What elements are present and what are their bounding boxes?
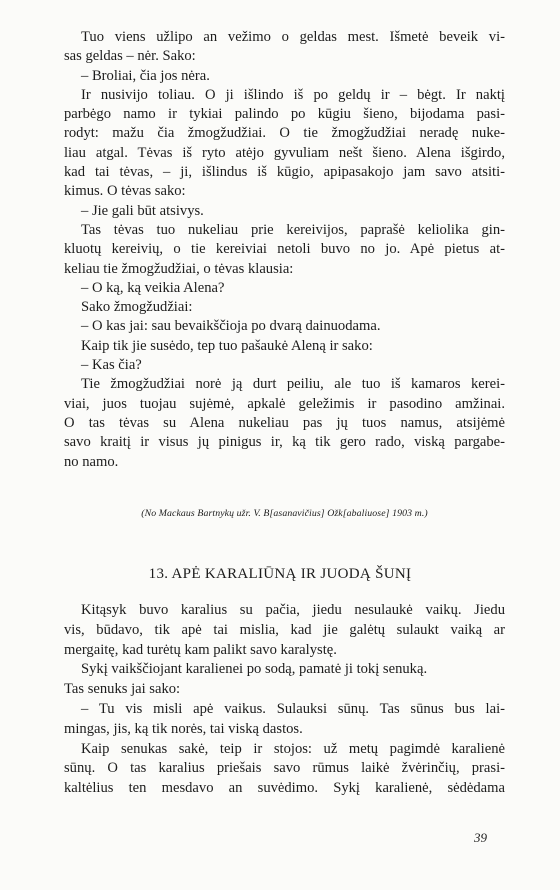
text-line: Tas senuks jai sako: [64,681,181,698]
text-line: – Kas čia? [81,357,142,374]
text-line: parbėgo namo ir tykiai palindo po kūgiu šieno, bijodama pasi- [64,106,505,123]
text-line: Kaip senukas sakė, teip ir stojos: už metų pagimdė karalienė [81,740,505,757]
text-line: mergaitę, kad turėtų kam palikt savo karalystę. [64,641,337,658]
text-line: – O ką, ką veikia Alena? [81,279,225,296]
page-number: 39 [474,830,487,845]
text-line: – Tu vis misli apė vaikus. Sulauksi sūnų. Tas sūnus bus lai- [81,700,505,717]
text-line: liau atgal. Tėvas iš ryto atėjo gyvuliam nešt šieno. Alena išgirdo, [64,144,505,161]
text-line: kaltėlius ten mesdavo an suvėdimo. Sykį karalienė, sėdėdama [64,780,505,797]
text-line: – O kas jai: sau bevaikščioja po dvarą dainuodama. [81,318,381,335]
text-line: Kaip tik jie susėdo, tep tuo pašaukė Aleną ir sako: [81,337,373,354]
text-line: kimus. O tėvas sako: [64,183,186,200]
text-line: Ir nusivijo toliau. O ji išlindo iš po geldų ir – bėgt. Ir naktį [81,86,505,103]
text-line: kluotų kereivių, o tie kereiviai netoli buvo no jo. Apė pietus at- [64,241,505,258]
text-line: sas geldas – nėr. Sako: [64,48,196,65]
text-line: Tas tėvas tuo nukeliau prie kereivijos, paprašė keliolika gin- [81,221,505,238]
chapter-heading: 13. APĖ KARALIŪNĄ IR JUODĄ ŠUNĮ [148,566,412,582]
text-line: Tuo viens užlipo an vežimo o geldas mest. Išmetė beveik vi- [81,29,505,45]
text-line: sūnų. O tas karalius priešais savo rūmus laikė žvėrinčių, prasi- [64,760,505,777]
text-line: savo kraitį ir visus jų pinigus ir, ką tik gero rado, viską pargabe- [64,434,505,451]
text-line: O tas tėvas su Alena nukeliau pas jų tuos namus, atsijėmė [64,414,505,431]
text-line: no namo. [64,453,119,470]
text-line: viai, juos tuojau sujėmė, apkalė geležimis ir pasodino amžinai. [64,395,505,412]
text-line: Sako žmogžudžiai: [81,299,193,316]
text-line: kad tai tėvas, – ji, išlindus iš kūgio, apipasakojo jam savo atsiti- [64,164,505,181]
text-line: Kitąsyk buvo karalius su pačia, jiedu nesulaukė vaikų. Jiedu [81,602,505,618]
chapter-text-block [64,601,505,799]
source-note: (No Mackaus Bartnykų užr. V. B[asanavičius] Ožk[abaliuose] 1903 m.) [141,508,428,519]
text-line: – Jie gali būt atsivys. [81,202,204,219]
text-line: keliau tie žmogžudžiai, o tėvas klausia: [64,260,294,277]
text-line: mingas, jis, ką tik norės, tai viską dastos. [64,720,303,737]
story-text-block [64,28,505,472]
text-line: rodyt: mažu čia žmogžudžiai. O tie žmogžudžiai neradę nuke- [64,125,505,142]
text-line: Tie žmogžudžiai norė ją durt peiliu, ale tuo iš kamaros kerei- [81,376,505,393]
text-line: vis, būdavo, tik apė tai mislia, kad jie galėtų sulaukt vaiką ar [64,621,505,638]
text-line: Sykį vaikščiojant karalienei po sodą, pamatė ji tokį senuką. [81,661,428,678]
text-line: – Broliai, čia jos nėra. [81,67,210,84]
